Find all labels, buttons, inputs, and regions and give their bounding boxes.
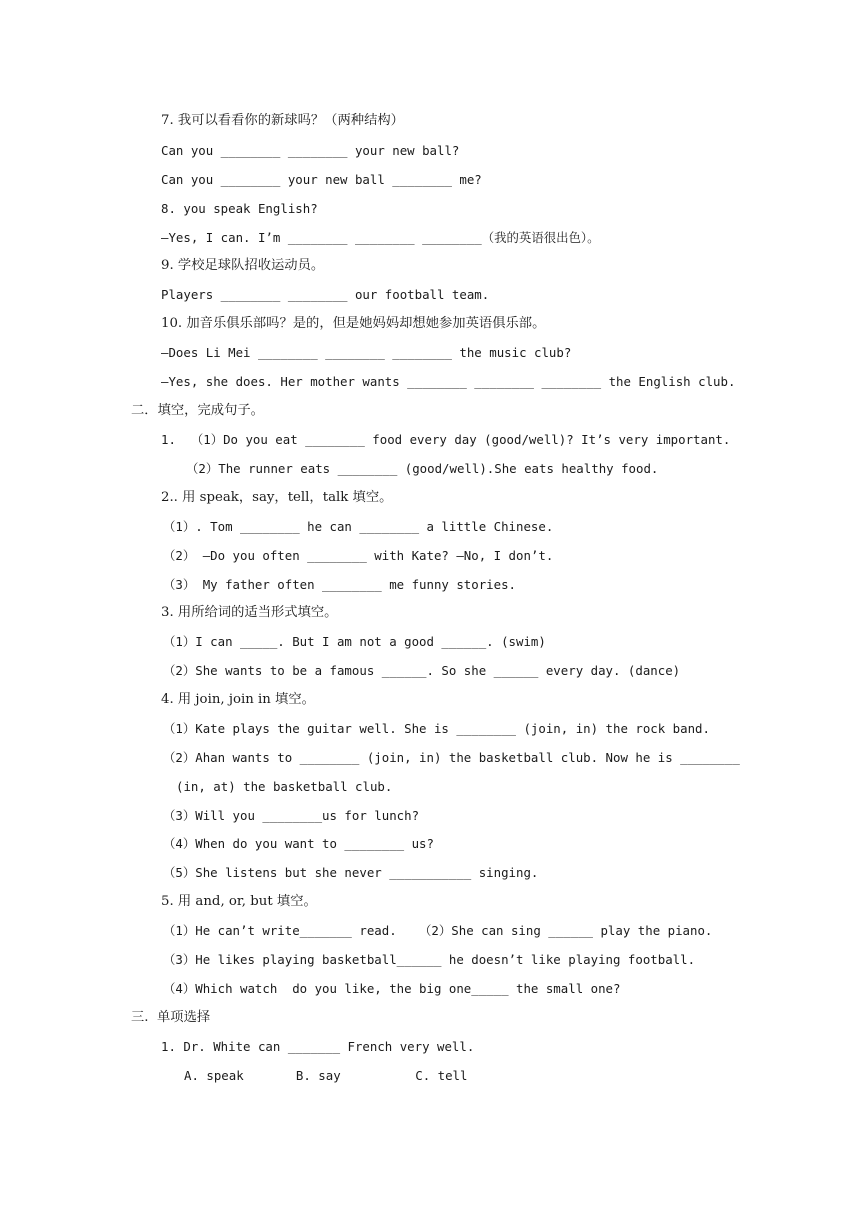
section-2-heading: 二．填空，完成句子。 — [131, 403, 264, 418]
s2-q5-item-1-2: （1）He can’t write_______ read. （2）She can sing ______ play the piano. — [163, 923, 713, 938]
question-8-answer: —Yes, I can. I’m ________ ________ ________（我的英语很出色）。 — [161, 230, 600, 245]
s3-q1-options: A. speak B. say C. tell — [184, 1068, 468, 1083]
s2-q5-item-4: （4）Which watch do you like, the big one_____ the small one? — [163, 981, 621, 996]
s2-q5-heading: 5. 用 and, or, but 填空。 — [161, 894, 317, 909]
s3-q1-stem: 1. Dr. White can _______ French very well. — [161, 1039, 475, 1054]
question-7-line-1: Can you ________ ________ your new ball? — [161, 143, 460, 158]
question-8-prompt: 8. you speak English? — [161, 201, 318, 216]
s2-q2-item-2: （2） —Do you often ________ with Kate? —No, I don’t. — [163, 548, 554, 563]
question-10-line-2: —Yes, she does. Her mother wants ________ ________ ________ the English club. — [161, 374, 736, 389]
s2-q4-item-1: （1）Kate plays the guitar well. She is ________ (join, in) the rock band. — [163, 721, 710, 736]
question-10-prompt: 10. 加音乐俱乐部吗？是的，但是她妈妈却想她参加英语俱乐部。 — [161, 316, 546, 331]
s2-q3-item-2: （2）She wants to be a famous ______. So she ______ every day. (dance) — [163, 663, 681, 678]
s2-q1-line-1: 1. （1）Do you eat ________ food every day (good/well)? It’s very important. — [161, 432, 731, 447]
s2-q5-item-3: （3）He likes playing basketball______ he doesn’t like playing football. — [163, 952, 696, 967]
s2-q3-heading: 3. 用所给词的适当形式填空。 — [161, 605, 338, 620]
question-10-line-1: —Does Li Mei ________ ________ ________ the music club? — [161, 345, 572, 360]
section-3-heading: 三. 单项选择 — [131, 1010, 211, 1025]
s2-q4-item-2-cont: (in, at) the basketball club. — [176, 779, 393, 794]
s2-q4-heading: 4. 用 join, join in 填空。 — [161, 692, 315, 707]
s2-q2-item-1: （1）. Tom ________ he can ________ a little Chinese. — [163, 519, 554, 534]
s2-q4-item-4: （4）When do you want to ________ us? — [163, 836, 434, 851]
s2-q3-item-1: （1）I can _____. But I am not a good ______. (swim) — [163, 634, 546, 649]
s2-q1-line-2: （2）The runner eats ________ (good/well).She eats healthy food. — [186, 461, 659, 476]
s2-q4-item-2: （2）Ahan wants to ________ (join, in) the basketball club. Now he is ________ — [163, 750, 740, 765]
s2-q4-item-5: （5）She listens but she never ___________ singing. — [163, 865, 539, 880]
question-7-prompt: 7. 我可以看看你的新球吗？（两种结构） — [161, 113, 404, 128]
s2-q4-item-3: （3）Will you ________us for lunch? — [163, 808, 420, 823]
question-9-answer: Players ________ ________ our football team. — [161, 287, 490, 302]
s2-q2-heading: 2.. 用 speak，say，tell，talk 填空。 — [161, 490, 393, 505]
question-7-line-2: Can you ________ your new ball ________ me? — [161, 172, 482, 187]
question-9-prompt: 9. 学校足球队招收运动员。 — [161, 258, 325, 273]
s2-q2-item-3: （3） My father often ________ me funny stories. — [163, 577, 517, 592]
